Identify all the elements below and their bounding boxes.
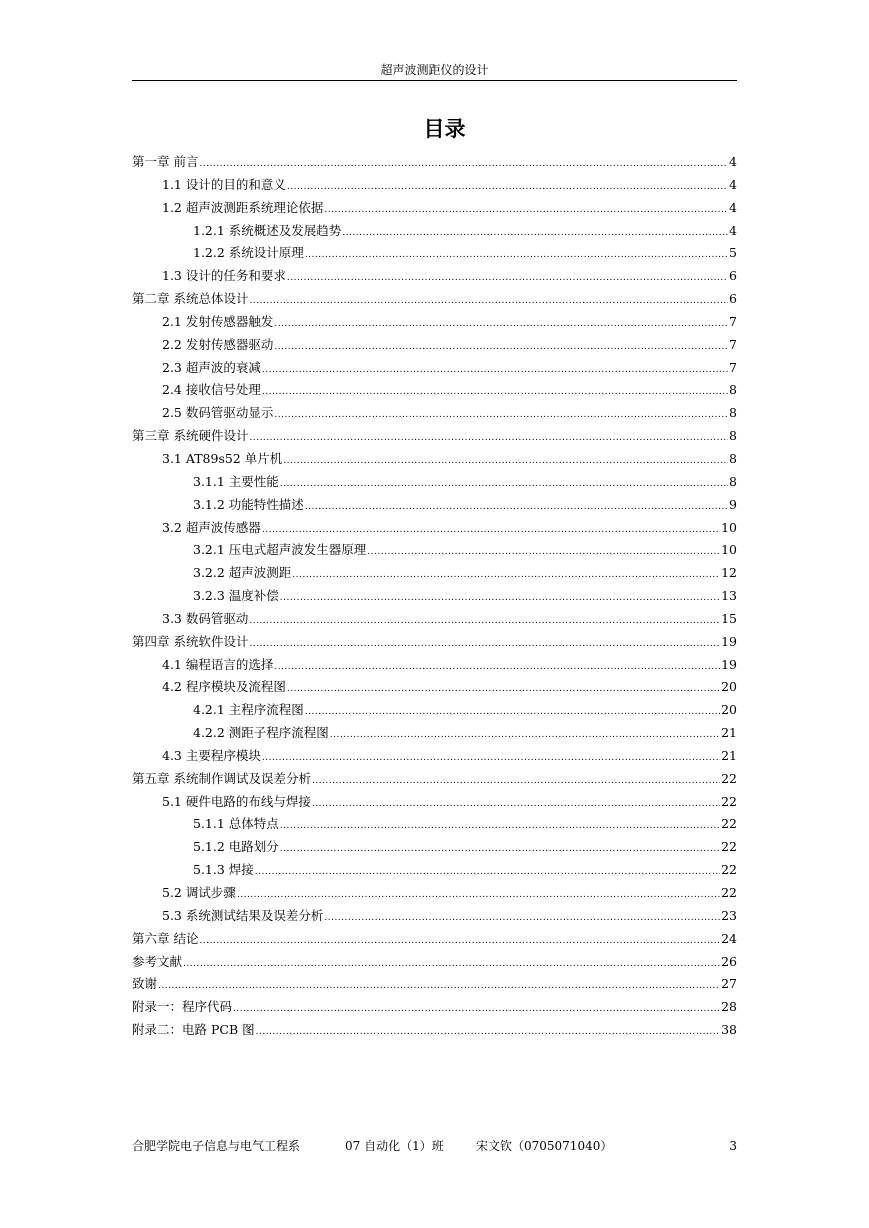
toc-entry-page: 15 [721, 610, 737, 626]
dot-leader [274, 404, 728, 427]
toc-entry[interactable] [132, 882, 737, 905]
toc-entry-page: 19 [721, 656, 737, 672]
toc-entry-title: 3.2 超声波传感器 [162, 519, 261, 535]
toc-entry-title: 4.2.2 测距子程序流程图 [193, 725, 329, 741]
toc-entry[interactable] [132, 699, 737, 722]
toc-entry-page: 28 [721, 999, 737, 1015]
toc-entry-title: 附录二：电路 PCB 图 [132, 1022, 255, 1038]
dot-leader [262, 359, 728, 382]
toc-entry[interactable] [132, 425, 737, 448]
dot-leader [233, 998, 720, 1021]
toc-entry-title: 3.2.1 压电式超声波发生器原理 [193, 542, 367, 558]
dot-leader [287, 267, 728, 290]
dot-leader [262, 747, 720, 770]
dot-leader [330, 724, 720, 747]
toc-entry-page: 13 [721, 588, 737, 604]
toc-entry-page: 4 [729, 222, 737, 238]
dot-leader [287, 176, 728, 199]
toc-entry-title: 3.3 数码管驱动 [162, 610, 249, 626]
toc-entry[interactable] [132, 608, 737, 631]
toc-entry-page: 20 [721, 679, 737, 695]
toc-entry[interactable] [132, 768, 737, 791]
dot-leader [237, 884, 720, 907]
toc-entry-page: 24 [721, 930, 737, 946]
toc-entry[interactable] [132, 585, 737, 608]
dot-leader [305, 244, 728, 267]
toc-entry-page: 27 [721, 976, 737, 992]
toc-entry[interactable] [132, 973, 737, 996]
toc-entry-page: 10 [721, 519, 737, 535]
footer-class: 07 自动化（1）班 [345, 1139, 444, 1153]
toc-entry-page: 26 [721, 953, 737, 969]
toc-entry-title: 致谢 [132, 976, 158, 992]
toc-entry[interactable] [132, 494, 737, 517]
toc-entry-page: 19 [721, 633, 737, 649]
dot-leader [324, 907, 720, 930]
dot-leader [255, 861, 720, 884]
toc-title: 目录 [423, 117, 466, 141]
toc-entry[interactable] [132, 151, 737, 174]
toc-entry-page: 7 [729, 336, 737, 352]
toc-entry-title: 2.1 发射传感器触发 [162, 313, 274, 329]
toc-entry-title: 第一章 前言 [132, 154, 199, 169]
toc-entry[interactable] [132, 357, 737, 380]
toc-entry[interactable] [132, 311, 737, 334]
dot-leader [342, 222, 728, 245]
toc-entry[interactable] [132, 448, 737, 471]
toc-entry-title: 1.2 超声波测距系统理论依据 [162, 199, 324, 215]
toc-entry[interactable] [132, 197, 737, 220]
toc-entry-page: 38 [721, 1022, 737, 1038]
toc-entry-page: 4 [729, 199, 737, 215]
toc-entry-title: 1.3 设计的任务和要求 [162, 268, 286, 284]
toc-entry[interactable] [132, 791, 737, 814]
toc-entry-title: 5.1 硬件电路的布线与焊接 [162, 793, 311, 809]
toc-entry[interactable] [132, 539, 737, 562]
toc-entry-title: 5.3 系统测试结果及误差分析 [162, 907, 324, 923]
dot-leader [183, 953, 720, 976]
toc-entry-page: 10 [721, 542, 737, 558]
toc-entry[interactable] [132, 288, 737, 311]
toc-entry[interactable] [132, 859, 737, 882]
toc-entry-page: 4 [729, 154, 737, 169]
toc-entry-title: 3.2.2 超声波测距 [193, 565, 292, 581]
toc-entry-title: 3.2.3 温度补偿 [193, 588, 279, 604]
toc-entry-title: 3.1.1 主要性能 [193, 473, 279, 489]
toc-entry-title: 5.1.1 总体特点 [193, 816, 279, 832]
toc-entry[interactable] [132, 951, 737, 974]
toc-entry-page: 7 [729, 359, 737, 375]
toc-entry-page: 22 [721, 816, 737, 832]
toc-entry-page: 8 [729, 428, 737, 444]
table-of-contents [132, 151, 737, 1042]
toc-entry[interactable] [132, 242, 737, 265]
toc-entry-page: 20 [721, 702, 737, 718]
toc-entry[interactable] [132, 631, 737, 654]
toc-entry[interactable] [132, 745, 737, 768]
toc-entry[interactable] [132, 265, 737, 288]
toc-entry[interactable] [132, 471, 737, 494]
toc-entry-title: 3.1 AT89s52 单片机 [162, 450, 283, 466]
toc-entry-page: 22 [721, 885, 737, 900]
dot-leader [199, 153, 728, 176]
dot-leader [312, 793, 720, 816]
toc-entry-title: 4.2.1 主程序流程图 [193, 702, 304, 718]
toc-entry-page: 22 [721, 862, 737, 878]
toc-entry-title: 4.1 编程语言的选择 [162, 656, 274, 672]
dot-leader [324, 199, 728, 222]
toc-entry-page: 7 [729, 313, 737, 329]
dot-leader [280, 587, 720, 610]
dot-leader [312, 770, 720, 793]
toc-entry-title: 5.1.2 电路划分 [193, 839, 279, 855]
toc-entry-title: 2.3 超声波的衰减 [162, 359, 261, 375]
toc-entry-page: 8 [729, 473, 737, 489]
toc-entry[interactable] [132, 928, 737, 951]
dot-leader [305, 701, 720, 724]
dot-leader [287, 678, 720, 701]
dot-leader [280, 838, 720, 861]
toc-entry[interactable] [132, 836, 737, 859]
toc-entry-title: 2.4 接收信号处理 [162, 382, 261, 398]
footer-department: 合肥学院电子信息与电气工程系 [132, 1139, 301, 1153]
dot-leader [262, 381, 728, 404]
toc-entry-title: 2.5 数码管驱动显示 [162, 405, 274, 421]
toc-entry-title: 2.2 发射传感器驱动 [162, 336, 274, 352]
toc-entry-page: 8 [729, 405, 737, 421]
toc-entry-page: 8 [729, 382, 737, 398]
toc-entry-page: 9 [729, 496, 737, 512]
dot-leader [262, 519, 720, 542]
running-header: 超声波测距仪的设计 [380, 63, 489, 77]
dot-leader [249, 290, 728, 313]
toc-entry-title: 参考文献 [132, 953, 183, 969]
dot-leader [256, 1021, 720, 1044]
toc-entry-page: 22 [721, 770, 737, 786]
toc-entry-page: 6 [729, 291, 737, 307]
toc-entry-title: 1.1 设计的目的和意义 [162, 176, 286, 192]
toc-entry-page: 22 [721, 839, 737, 855]
toc-entry-title: 第六章 结论 [132, 930, 199, 946]
toc-entry-page: 8 [729, 450, 737, 466]
page-footer [132, 1137, 737, 1155]
dot-leader [280, 473, 728, 496]
toc-entry-page: 21 [721, 747, 737, 763]
toc-entry-title: 第二章 系统总体设计 [132, 291, 249, 307]
dot-leader [367, 541, 720, 564]
toc-entry[interactable] [132, 517, 737, 540]
toc-entry-title: 4.2 程序模块及流程图 [162, 679, 286, 695]
dot-leader [280, 815, 720, 838]
toc-entry-title: 第三章 系统硬件设计 [132, 428, 249, 444]
toc-entry-title: 1.2.1 系统概述及发展趋势 [193, 222, 342, 238]
dot-leader [274, 656, 720, 679]
toc-entry-page: 6 [729, 268, 737, 284]
toc-entry-title: 第四章 系统软件设计 [132, 633, 249, 649]
toc-entry-title: 3.1.2 功能特性描述 [193, 496, 304, 512]
toc-entry-title: 1.2.2 系统设计原理 [193, 245, 304, 261]
toc-entry-page: 21 [721, 725, 737, 741]
toc-entry-title: 第五章 系统制作调试及误差分析 [132, 770, 311, 786]
toc-entry-page: 5 [729, 245, 737, 261]
toc-entry[interactable] [132, 402, 737, 425]
toc-entry-page: 12 [721, 565, 737, 581]
dot-leader [283, 450, 728, 473]
toc-entry[interactable] [132, 813, 737, 836]
dot-leader [158, 975, 720, 998]
footer-author: 宋文钦（0705071040） [476, 1139, 613, 1153]
toc-entry[interactable] [132, 379, 737, 402]
dot-leader [292, 564, 720, 587]
toc-entry[interactable] [132, 905, 737, 928]
dot-leader [249, 633, 720, 656]
toc-entry-page: 22 [721, 793, 737, 809]
dot-leader [274, 336, 728, 359]
page-number: 3 [729, 1139, 737, 1153]
toc-entry[interactable] [132, 654, 737, 677]
dot-leader [274, 313, 728, 336]
toc-entry[interactable] [132, 676, 737, 699]
toc-entry-title: 4.3 主要程序模块 [162, 747, 261, 763]
dot-leader [249, 427, 728, 450]
dot-leader [199, 930, 720, 953]
toc-entry[interactable] [132, 174, 737, 197]
toc-entry-title: 5.1.3 焊接 [193, 862, 254, 878]
dot-leader [249, 610, 720, 633]
toc-entry-title: 附录一：程序代码 [132, 999, 233, 1015]
toc-entry[interactable] [132, 996, 737, 1019]
toc-entry[interactable] [132, 220, 737, 243]
toc-entry[interactable] [132, 562, 737, 585]
toc-entry-page: 23 [721, 907, 737, 923]
toc-entry[interactable] [132, 1019, 737, 1042]
toc-entry-title: 5.2 调试步骤 [162, 885, 236, 900]
toc-entry[interactable] [132, 722, 737, 745]
header-rule [132, 80, 737, 81]
toc-entry-page: 4 [729, 176, 737, 192]
dot-leader [305, 496, 728, 519]
toc-entry[interactable] [132, 334, 737, 357]
